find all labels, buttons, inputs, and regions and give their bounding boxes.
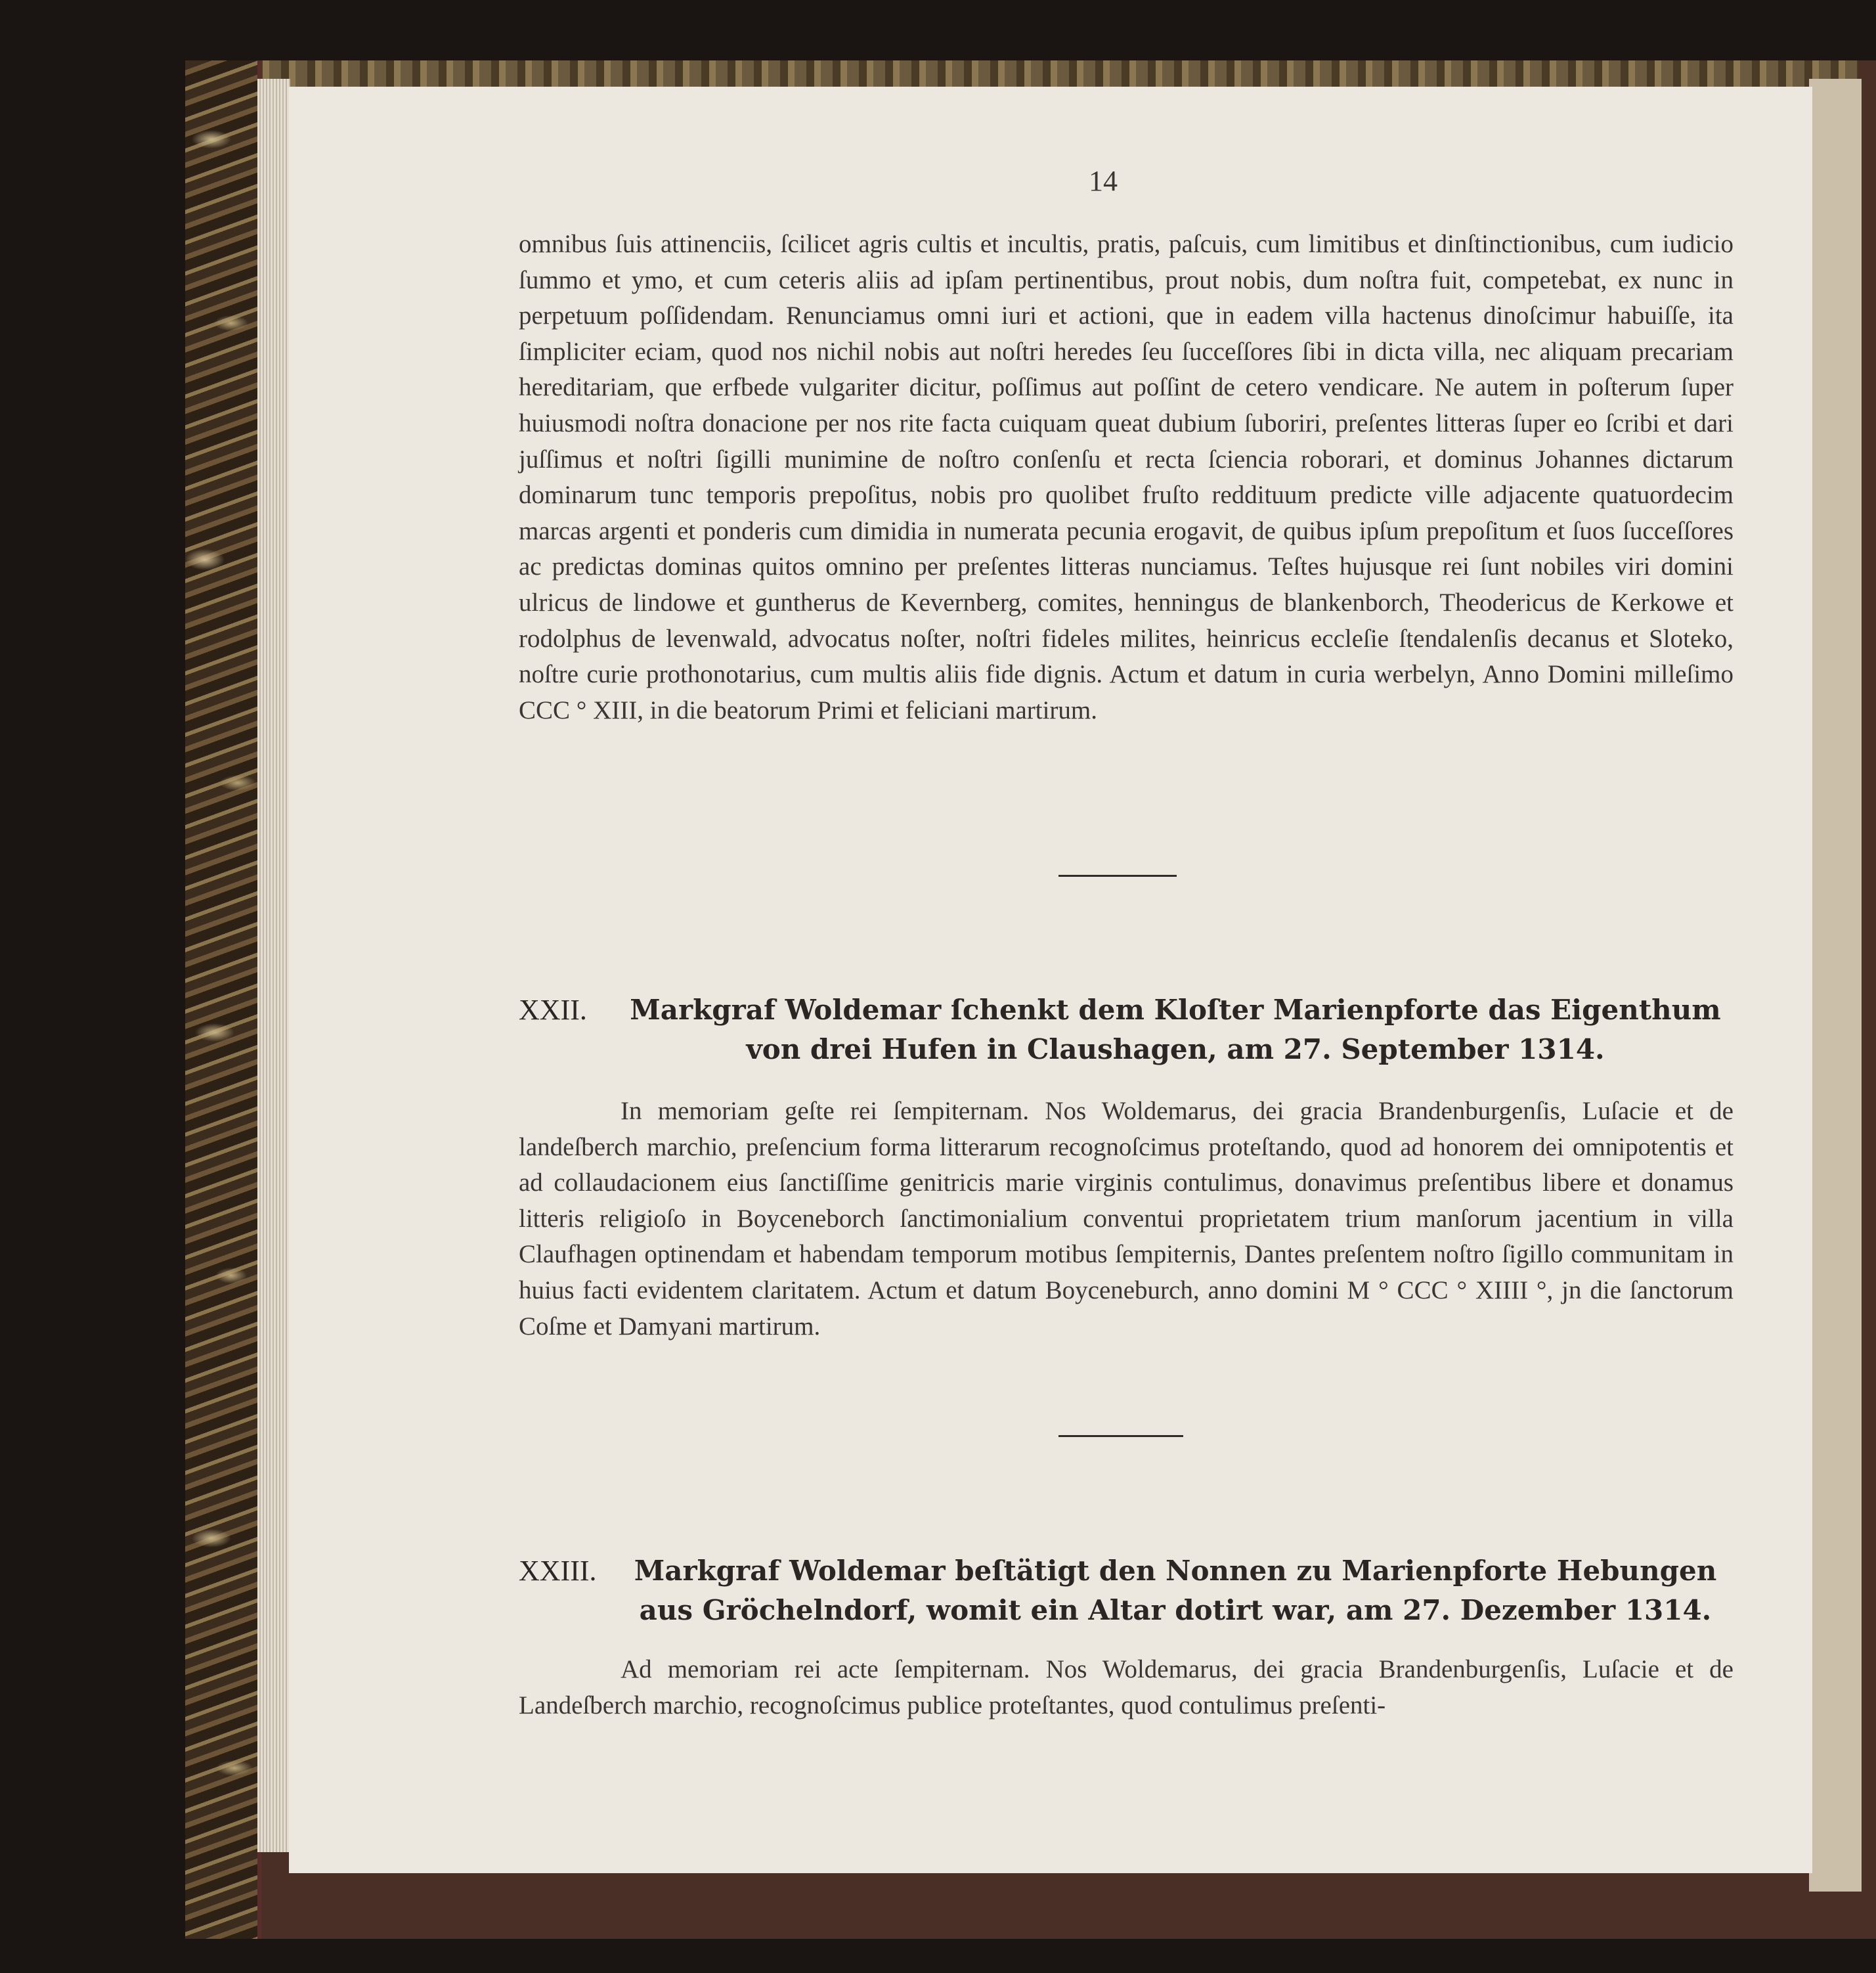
section-heading-xxiii bbox=[519, 1551, 1734, 1630]
section-title: Markgraf Woldemar ſchenkt dem Kloſter Marienpforte das Eigenthum von drei Hufen in Claushagen, am 27. September 1314. bbox=[630, 994, 1721, 1065]
page-number: 14 bbox=[1089, 165, 1118, 197]
section-body-xxiii: Ad memoriam rei acte ſempiternam. Nos Woldemarus, dei gracia Brandenburgenſis, Luſacie et de Landeſberch marchio, recognoſcimus publice proteſtantes, quod contulimus preſenti- bbox=[519, 1655, 1734, 1719]
book-top-edge bbox=[217, 60, 1858, 87]
section-number: XXIII. bbox=[519, 1555, 597, 1587]
section-divider bbox=[1058, 875, 1177, 877]
page-stack-left bbox=[257, 79, 290, 1852]
paragraph-continuation: omnibus ſuis attinenciis, ſcilicet agris cultis et incultis, pratis, paſcuis, cum limitibus et dinſtinctionibus, cum iudicio ſummo et ymo, et cum ceteris aliis ad ipſam pertinentibus, prout nobis, dum noſtra fuit, competebat, ex nunc in perpetuum poſſidendam. Renunciamus omni iuri et actioni, que in eadem villa hactenus dinoſcimur habuiſſe, ita ſimpliciter eciam, quod nos nichil nobis aut noſtri heredes ſeu ſucceſſores ſibi in dicta villa, nec aliquam precariam hereditariam, que erfbede vulgariter dicitur, poſſimus aut poſſint de cetero vendicare. Ne autem in poſterum ſuper huiusmodi noſtra donacione per nos rite facta cuiquam queat dubium ſuboriri, preſentes litteras ſuper eo ſcribi et dari juſſimus et noſtri ſigilli munimine de noſtro conſenſu et recta ſciencia roborari, et dominus Johannes dictarum dominarum tunc temporis prepoſitus, nobis pro quolibet fruſto reddituum predicte ville adjacente quatuordecim marcas argenti et ponderis cum dimidia in numerata pecunia erogavit, de quibus ipſum prepoſitum et ſuos ſucceſſores ac predictas dominas quitos omnino per preſentes litteras nunciamus. Teſtes hujusque rei ſunt nobiles viri domini ulricus de lindowe et guntherus de Kevernberg, comites, henningus de blankenborch, Theodericus de Kerkowe et rodolphus de levenwald, advocatus noſter, noſtri fideles milites, heinricus eccleſie ſtendalenſis decanus et Sloteko, noſtre curie prothonotarius, cum multis aliis fide dignis. Actum et datum in curia werbelyn, Anno Domini milleſimo CCC ° XIII, in die beatorum Primi et feliciani martirum. bbox=[519, 230, 1734, 724]
section-body-xxii: In memoriam geſte rei ſempiternam. Nos Woldemarus, dei gracia Brandenburgenſis, Luſacie et de landeſberch marchio, preſencium forma litterarum recognoſcimus proteſtando, quod ad honorem dei omnipotentis et ad collaudacionem eius ſanctiſſime genitricis marie virginis contulimus, donavimus preſentibus libere et donamus litteris religioſo in Boyceneborch ſanctimonialium conventui proprietatem trium manſorum jacentium in villa Claufhagen optinendam et habendam temporum motibus ſempiternis, Dantes preſentem noſtro ſigillo communitam in huius facti evidentem claritatem. Actum et datum Boyceneburch, anno domini M ° CCC ° XIIII °, jn die ſanctorum Coſme et Damyani martirum. bbox=[519, 1097, 1734, 1341]
section-divider bbox=[1058, 1435, 1183, 1437]
page-stack-right bbox=[1809, 79, 1862, 1892]
section-heading-xxii bbox=[519, 990, 1734, 1069]
marbled-spine bbox=[185, 60, 261, 1939]
section-title: Markgraf Woldemar beſtätigt den Nonnen zu Marienpforte Hebungen aus Gröchelndorf, womit ein Altar dotirt war, am 27. Dezember 1314. bbox=[634, 1555, 1717, 1626]
section-number: XXII. bbox=[519, 994, 587, 1026]
